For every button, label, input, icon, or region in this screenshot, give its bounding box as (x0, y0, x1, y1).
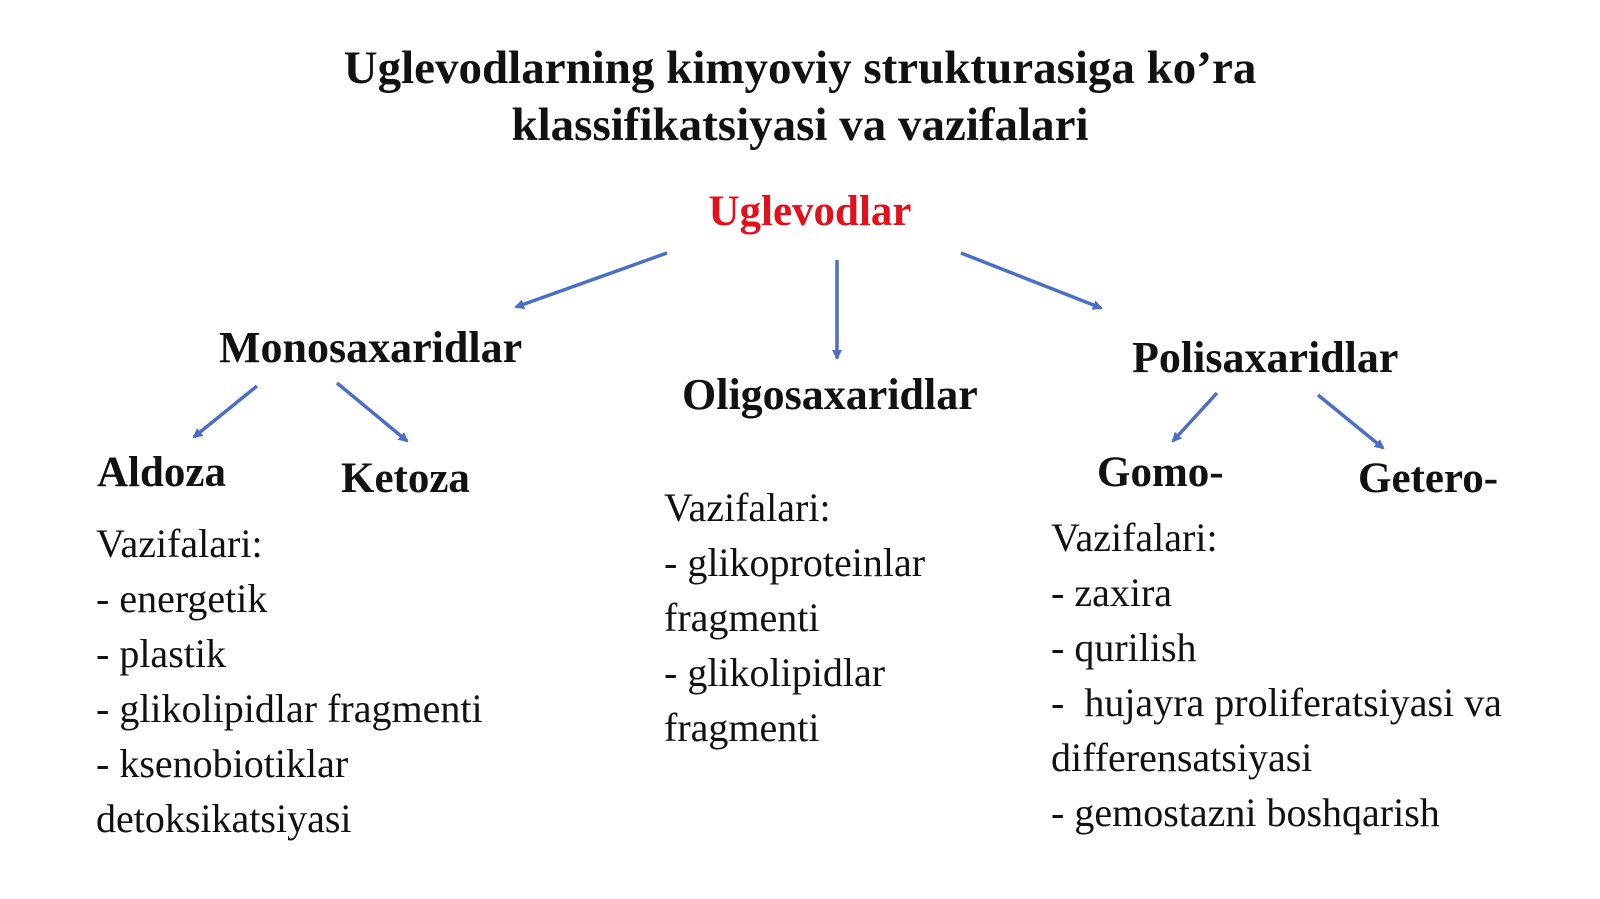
mono-functions-list (96, 516, 483, 846)
arrow-mono-to-ketoza (337, 383, 407, 441)
title-line-1: Uglevodlarning kimyoviy strukturasiga ko’ra (343, 42, 1257, 94)
function-item: - glikolipidlar (664, 650, 886, 695)
functions-heading: Vazifalari: (664, 485, 831, 530)
function-item: - ksenobiotiklar (96, 741, 349, 786)
function-item: differensatsiyasi (1051, 735, 1313, 780)
function-item: - energetik (96, 576, 268, 621)
function-item: - glikolipidlar fragmenti (96, 686, 483, 731)
arrow-mono-to-aldoza (194, 386, 257, 437)
arrow-poly-to-gomo (1173, 393, 1217, 441)
functions-heading: Vazifalari: (96, 521, 263, 566)
function-item: - plastik (96, 631, 226, 676)
function-item: - zaxira (1051, 570, 1173, 615)
root-node-uglevodlar: Uglevodlar (708, 188, 912, 235)
arrow-poly-to-getero (1318, 395, 1383, 448)
function-item: - gemostazni boshqarish (1051, 790, 1440, 835)
node-polisaxaridlar: Polisaxaridlar (1132, 333, 1399, 382)
node-oligosaxaridlar: Oligosaxaridlar (682, 370, 978, 419)
node-gomo: Gomo- (1097, 449, 1224, 496)
function-item: fragmenti (664, 705, 820, 750)
function-item: - hujayra proliferatsiyasi va (1051, 680, 1502, 725)
function-item: - qurilish (1051, 625, 1197, 670)
functions-heading: Vazifalari: (1051, 515, 1218, 560)
title-line-2: klassifikatsiyasi va vazifalari (511, 99, 1089, 151)
function-item: detoksikatsiyasi (96, 796, 352, 841)
arrow-root-to-poly (961, 253, 1101, 308)
poly-functions-list (1051, 510, 1502, 840)
node-aldoza: Aldoza (97, 449, 226, 496)
node-ketoza: Ketoza (341, 455, 470, 502)
oligo-functions-list (664, 480, 925, 755)
arrow-root-to-mono (516, 253, 667, 307)
node-monosaxaridlar: Monosaxaridlar (219, 323, 523, 372)
node-getero: Getero- (1358, 455, 1499, 502)
function-item: fragmenti (664, 595, 820, 640)
function-item: - glikoproteinlar (664, 540, 926, 585)
